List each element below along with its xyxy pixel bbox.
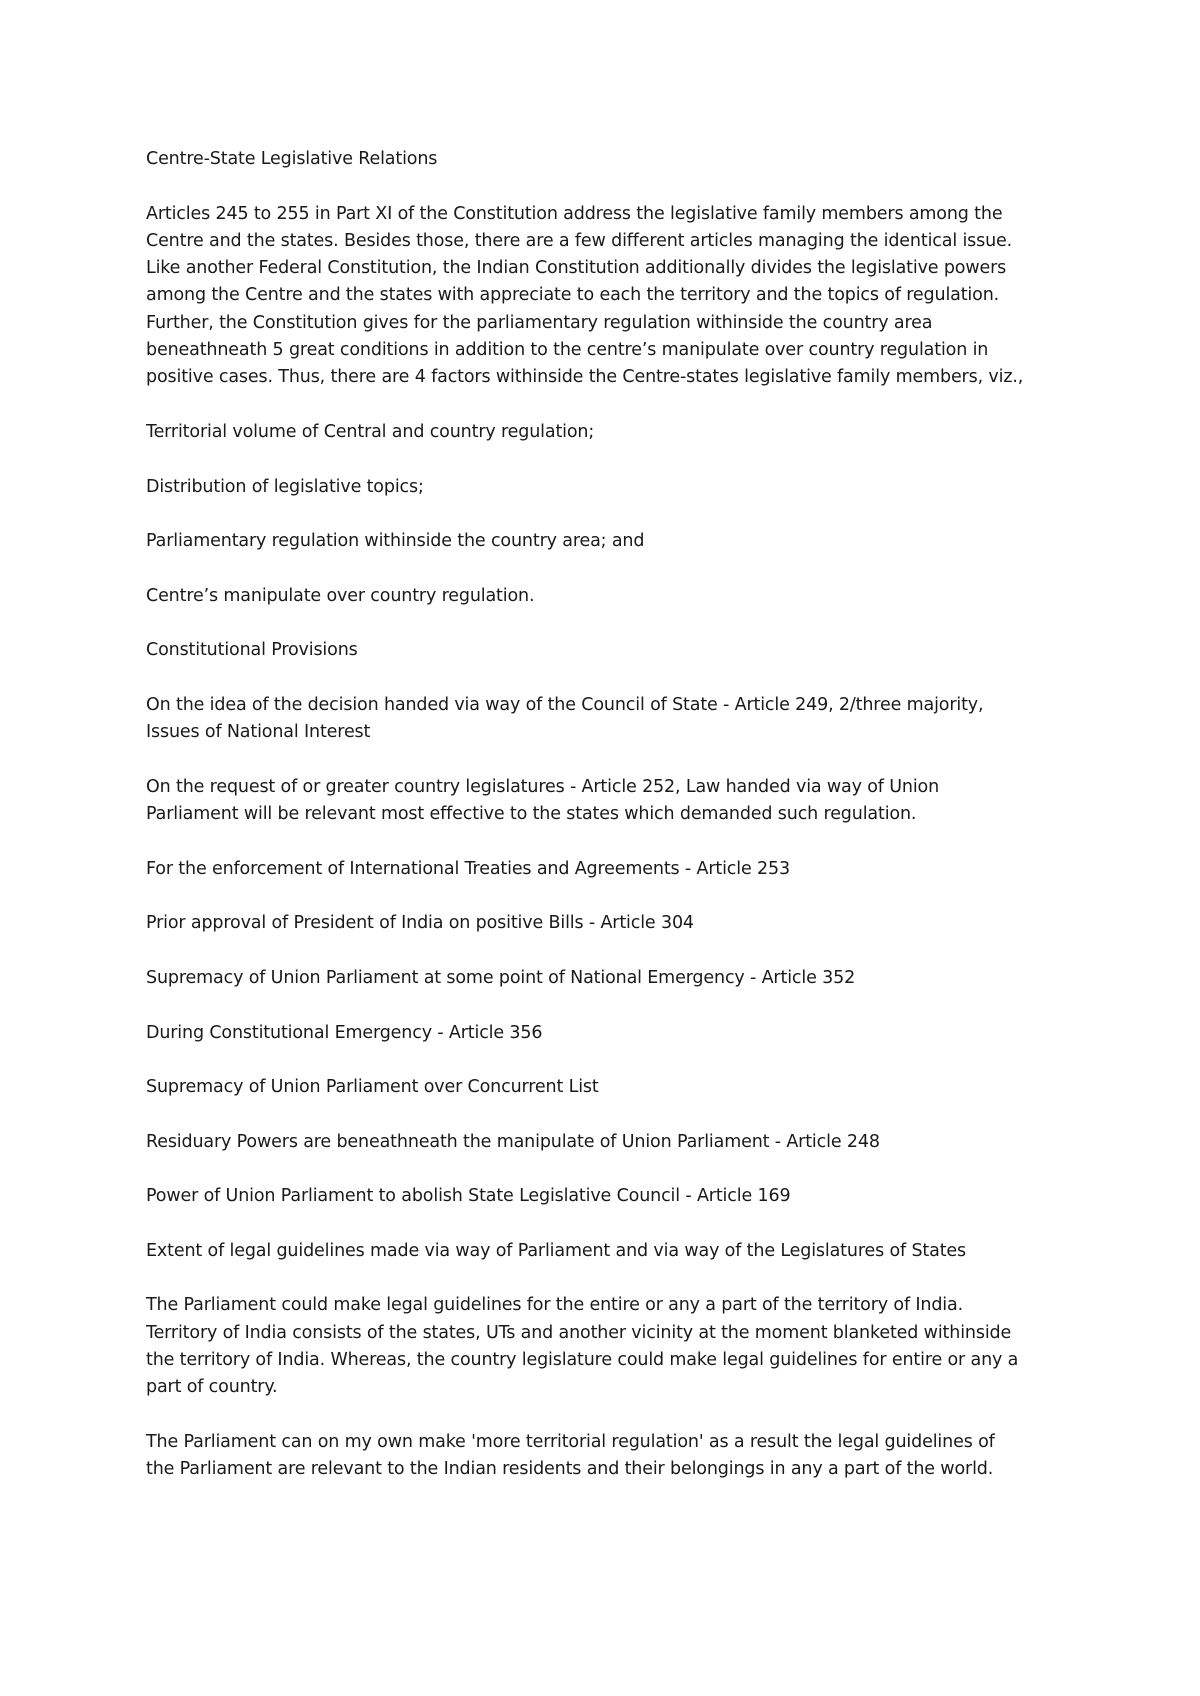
extent-heading [146, 1238, 1080, 1265]
provision-line: Issues of National Interest [146, 722, 371, 743]
provision-item [146, 1020, 1080, 1047]
intro-line: among the Centre and the states with appreciate to each the territory and the topics of regulation. [146, 285, 1000, 306]
factor-text: Territorial volume of Central and country regulation; [146, 421, 595, 442]
provision-item [146, 1129, 1080, 1156]
intro-line: Further, the Constitution gives for the parliamentary regulation withinside the country area [146, 312, 933, 333]
provision-line: Power of Union Parliament to abolish State Legislative Council - Article 169 [146, 1186, 791, 1207]
factor-item [146, 583, 1080, 610]
provision-item [146, 910, 1080, 937]
factor-text: Distribution of legislative topics; [146, 476, 424, 497]
provision-line: During Constitutional Emergency - Article 356 [146, 1022, 543, 1043]
factor-text: Centre’s manipulate over country regulation. [146, 585, 535, 606]
extent-heading-text: Extent of legal guidelines made via way of Parliament and via way of the Legislatures of States [146, 1240, 967, 1261]
document-title [146, 146, 1080, 173]
provision-line: Residuary Powers are beneathneath the manipulate of Union Parliament - Article 248 [146, 1131, 880, 1152]
extent-line: part of country. [146, 1377, 278, 1398]
provisions-heading [146, 637, 1080, 664]
intro-line: Like another Federal Constitution, the Indian Constitution additionally divides the legislative powers [146, 258, 1007, 279]
factor-text: Parliamentary regulation withinside the country area; and [146, 531, 645, 552]
provision-line: On the idea of the decision handed via way of the Council of State - Article 249, 2/three majority, [146, 694, 984, 715]
provision-line: For the enforcement of International Treaties and Agreements - Article 253 [146, 858, 790, 879]
extent-line: the Parliament are relevant to the Indian residents and their belongings in any a part of the world. [146, 1459, 994, 1480]
intro-line: positive cases. Thus, there are 4 factors withinside the Centre-states legislative family members, viz., [146, 367, 1024, 388]
factor-item [146, 528, 1080, 555]
provisions-heading-text: Constitutional Provisions [146, 640, 358, 661]
provision-line: Prior approval of President of India on positive Bills - Article 304 [146, 913, 694, 934]
extent-paragraph [146, 1429, 1080, 1484]
extent-line: The Parliament could make legal guidelines for the entire or any a part of the territory of India. [146, 1295, 963, 1316]
extent-line: the territory of India. Whereas, the country legislature could make legal guidelines for entire or any a [146, 1350, 1019, 1371]
provision-line: Supremacy of Union Parliament over Concurrent List [146, 1077, 599, 1098]
factor-item [146, 419, 1080, 446]
extent-line: Territory of India consists of the states, UTs and another vicinity at the moment blanketed withinside [146, 1322, 1012, 1343]
intro-line: Articles 245 to 255 in Part XI of the Constitution address the legislative family members among the [146, 203, 1003, 224]
provision-item [146, 1074, 1080, 1101]
intro-line: Centre and the states. Besides those, there are a few different articles managing the identical issue. [146, 230, 1013, 251]
provision-item [146, 965, 1080, 992]
provision-line: Supremacy of Union Parliament at some point of National Emergency - Article 352 [146, 967, 856, 988]
provision-line: Parliament will be relevant most effective to the states which demanded such regulation. [146, 804, 917, 825]
intro-line: beneathneath 5 great conditions in addition to the centre’s manipulate over country regulation in [146, 340, 989, 361]
intro-paragraph [146, 201, 1080, 392]
extent-paragraph [146, 1292, 1080, 1401]
factor-item [146, 474, 1080, 501]
provision-item [146, 774, 1080, 829]
provision-item [146, 692, 1080, 747]
provision-item [146, 1183, 1080, 1210]
title-text: Centre-State Legislative Relations [146, 149, 438, 169]
provision-line: On the request of or greater country legislatures - Article 252, Law handed via way of Union [146, 776, 940, 797]
provision-item [146, 856, 1080, 883]
extent-line: The Parliament can on my own make 'more territorial regulation' as a result the legal guidelines of [146, 1431, 995, 1452]
